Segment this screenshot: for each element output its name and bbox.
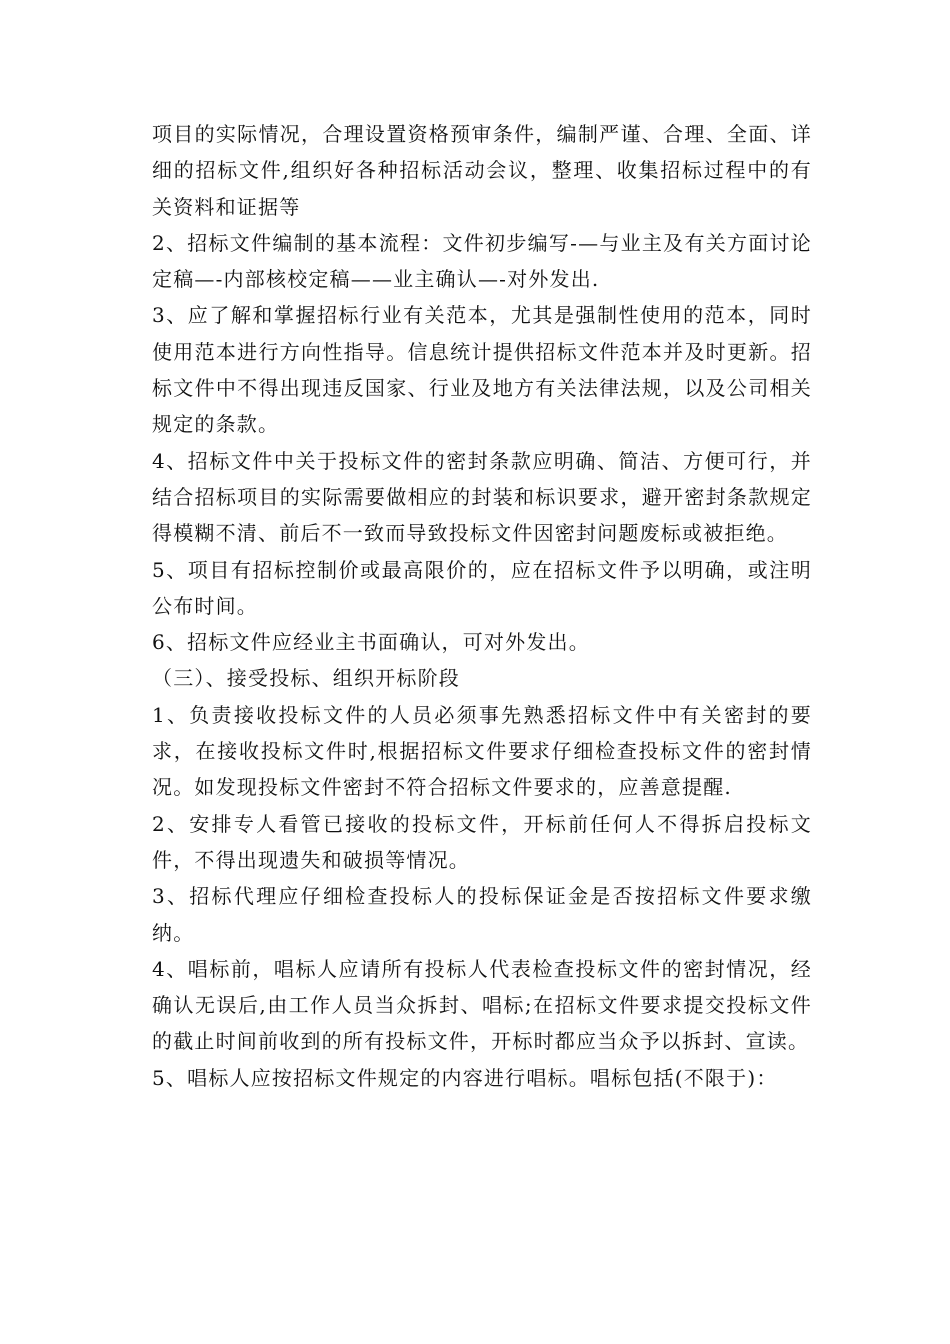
paragraph-5-announcement: 5、唱标人应按招标文件规定的内容进行唱标。唱标包括(不限于)： (152, 1065, 778, 1090)
paragraph-4-sealing-clauses: 4、招标文件中关于投标文件的密封条款应明确、简洁、方便可行，并结合招标项目的实际需要做相应的封装和标识要求，避开密封条款规定得模糊不清、前后不一致而导致投标文件因密封问题废标或被拒绝。 (152, 448, 812, 546)
paragraph-3-templates: 3、应了解和掌握招标行业有关范本，尤其是强制性使用的范本，同时使用范本进行方向性指导。信息统计提供招标文件范本并及时更新。招标文件中不得出现违反国家、行业及地方有关法律法规，以及公司相关规定的条款。 (152, 303, 812, 437)
section-heading-stage-3: （三）、接受投标、组织开标阶段 (152, 666, 460, 691)
document-page (152, 116, 812, 1096)
paragraph-intro: 项目的实际情况，合理设置资格预审条件，编制严谨、合理、全面、详细的招标文件,组织好各种招标活动会议，整理、收集招标过程中的有关资料和证据等 (152, 122, 812, 219)
paragraph-5-control-price: 5、项目有招标控制价或最高限价的，应在招标文件予以明确，或注明公布时间。 (152, 557, 812, 618)
paragraph-6-owner-confirmation: 6、招标文件应经业主书面确认，可对外发出。 (152, 630, 590, 655)
paragraph-4-bid-opening: 4、唱标前，唱标人应请所有投标人代表检查投标文件的密封情况，经确认无误后,由工作人员当众拆封、唱标;在招标文件要求提交投标文件的截止时间前收到的所有投标文件，开标时都应当众予以拆封、宣读。 (152, 956, 812, 1054)
paragraph-2-custody: 2、安排专人看管已接收的投标文件，开标前任何人不得拆启投标文件，不得出现遗失和破损等情况。 (152, 811, 812, 872)
paragraph-2-basic-flow: 2、招标文件编制的基本流程：文件初步编写-—与业主及有关方面讨论定稿—-内部核校定稿——业主确认—-对外发出. (152, 230, 812, 292)
paragraph-3-bid-deposit: 3、招标代理应仔细检查投标人的投标保证金是否按招标文件要求缴纳。 (152, 884, 812, 945)
paragraph-1-receive-bids: 1、负责接收投标文件的人员必须事先熟悉招标文件中有关密封的要求，在接收投标文件时,根据招标文件要求仔细检查投标文件的密封情况。如发现投标文件密封不符合招标文件要求的，应善意提醒. (152, 702, 812, 800)
